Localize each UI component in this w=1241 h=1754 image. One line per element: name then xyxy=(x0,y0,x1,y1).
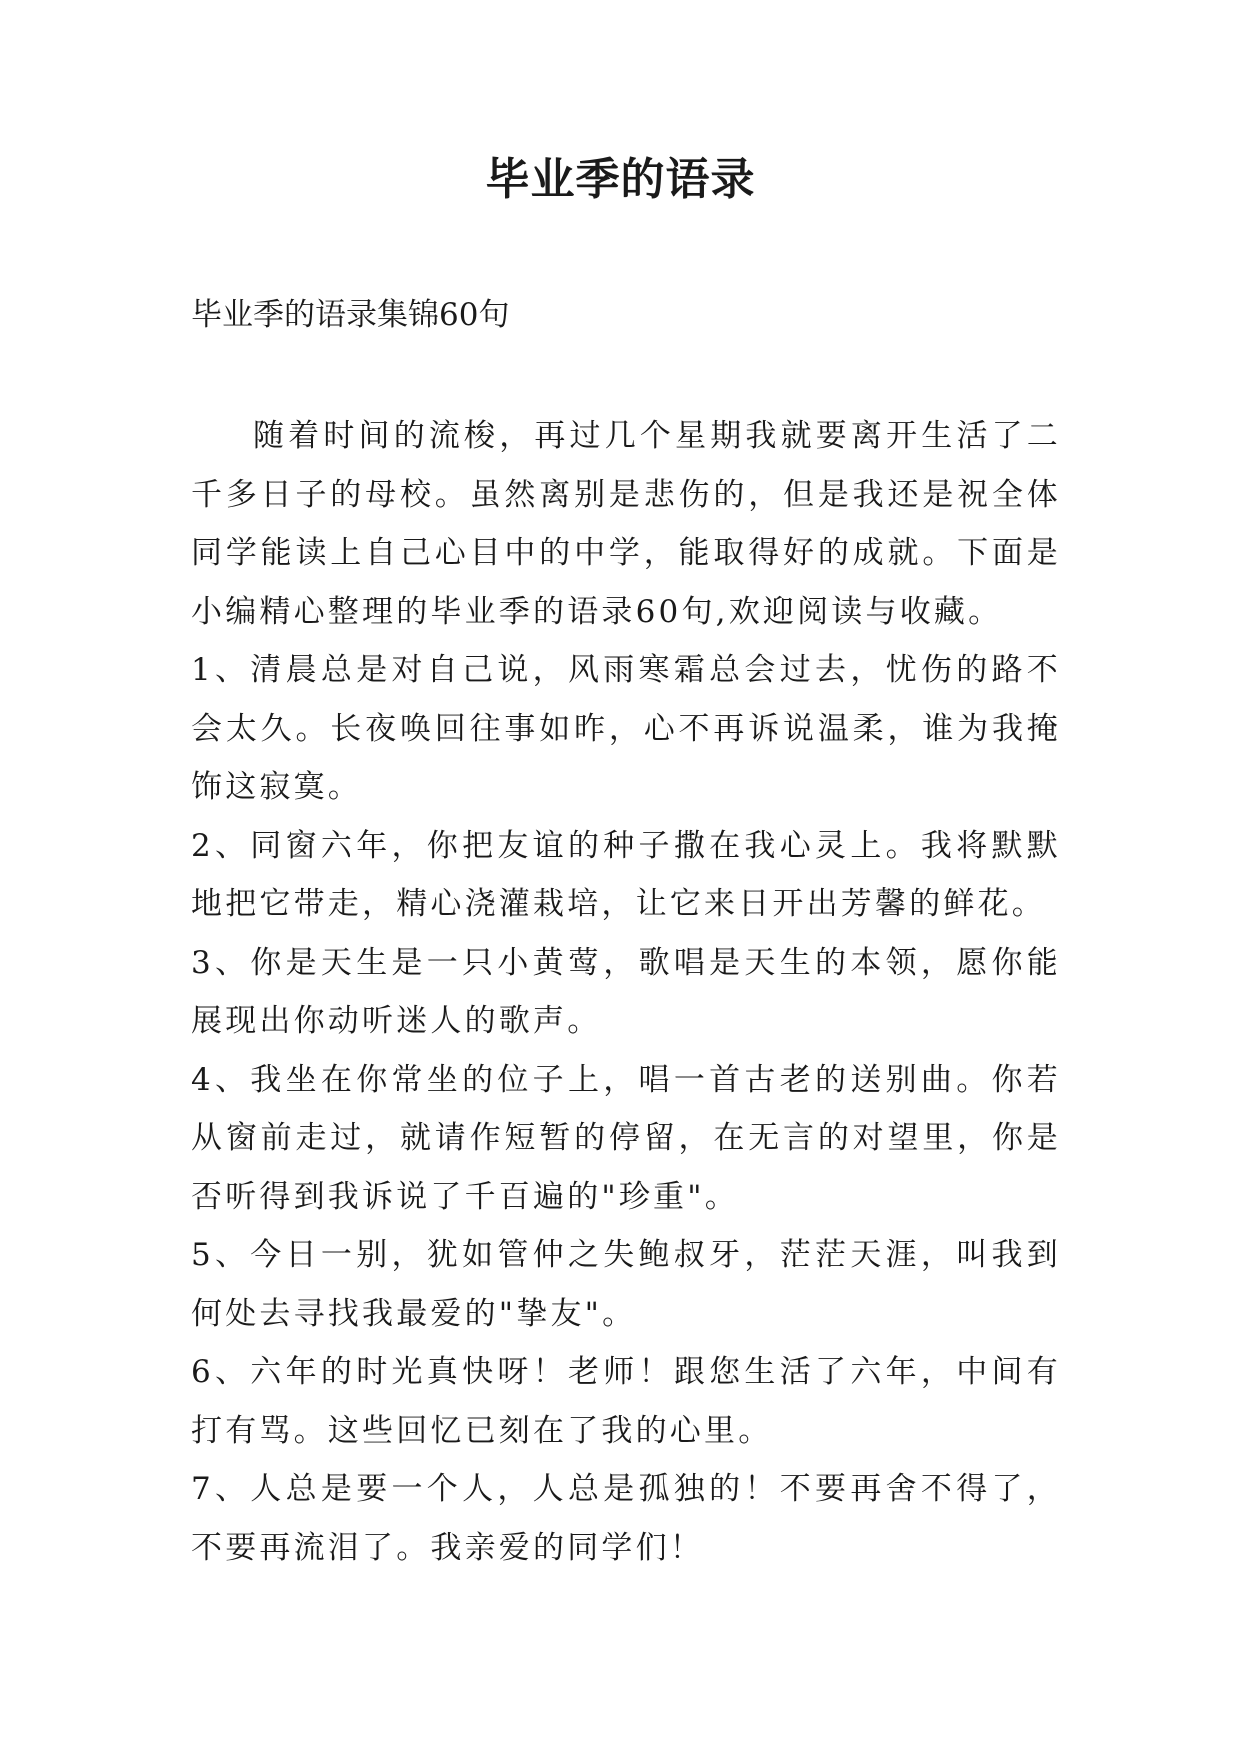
quote-paragraph: 3、你是天生是一只小黄莺，歌唱是天生的本领，愿你能展现出你动听迷人的歌声。 xyxy=(191,944,1061,1039)
quote-paragraph: 2、同窗六年，你把友谊的种子撒在我心灵上。我将默默地把它带走，精心浇灌栽培，让它来日开出芳馨的鲜花。 xyxy=(191,827,1061,922)
quote-paragraph: 1、清晨总是对自己说，风雨寒霜总会过去，忧伤的路不会太久。长夜唤回往事如昨，心不再诉说温柔，谁为我掩饰这寂寞。 xyxy=(191,652,1061,805)
document-title: 毕业季的语录 xyxy=(485,154,756,205)
intro-paragraph: 随着时间的流梭，再过几个星期我就要离开生活了二千多日子的母校。虽然离别是悲伤的，但是我还是祝全体同学能读上自己心目中的中学，能取得好的成就。下面是小编精心整理的毕业季的语录60句,欢迎阅读与收藏。 xyxy=(191,418,1061,630)
document-body xyxy=(191,407,1061,1577)
quote-paragraph: 7、人总是要一个人，人总是孤独的！不要再舍不得了，不要再流泪了。我亲爱的同学们！ xyxy=(191,1471,1061,1566)
quote-paragraph: 5、今日一别，犹如管仲之失鲍叔牙，茫茫天涯，叫我到何处去寻找我最爱的"挚友"。 xyxy=(191,1237,1061,1332)
quote-paragraph: 4、我坐在你常坐的位子上，唱一首古老的送别曲。你若从窗前走过，就请作短暂的停留，在无言的对望里，你是否听得到我诉说了千百遍的"珍重"。 xyxy=(191,1061,1061,1215)
quote-paragraph: 6、六年的时光真快呀！老师！跟您生活了六年，中间有打有骂。这些回忆已刻在了我的心里。 xyxy=(191,1354,1061,1449)
document-subtitle: 毕业季的语录集锦60句 xyxy=(191,297,510,333)
